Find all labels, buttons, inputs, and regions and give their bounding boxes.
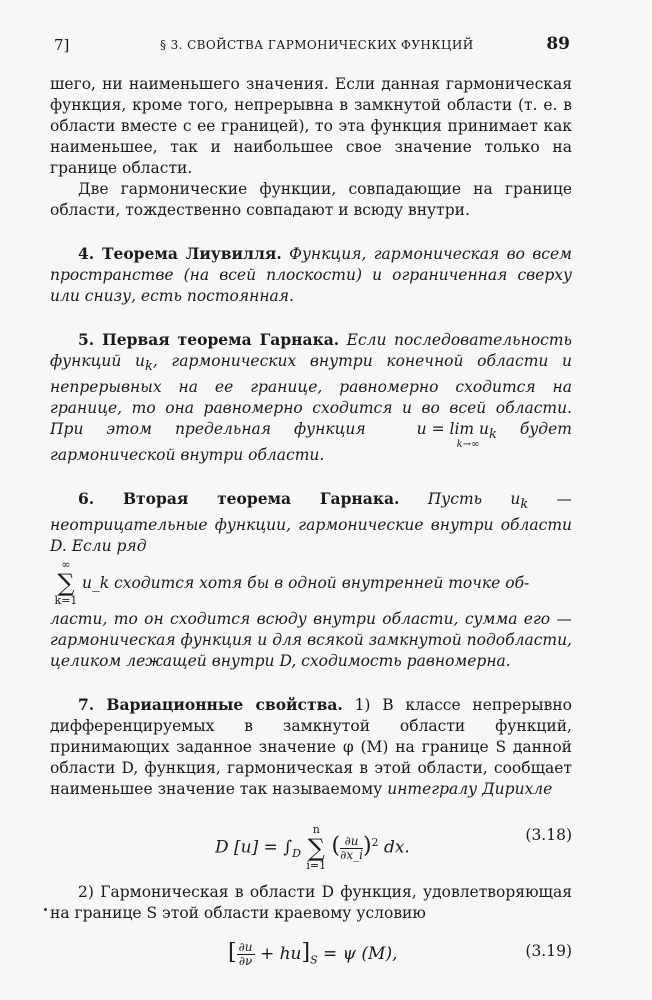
normal-derivative bbox=[237, 941, 255, 968]
dirichlet-integral: интегралу Дирихле bbox=[387, 780, 553, 799]
sum-sigma: ∑ bbox=[57, 569, 75, 598]
formula-3-18 bbox=[50, 810, 572, 872]
series-text: u_k сходится хотя бы в одной внутренней точке об- bbox=[82, 573, 530, 592]
theorem-6-body-3: ласти, то он сходится всюду внутри области, сумма его — гармоническая функция и для всякой замкнутой подобласти, целиком лежащей внутри D, сходимость равномерна. bbox=[50, 610, 572, 671]
formula-3-19 bbox=[50, 930, 572, 978]
fraction-numerator: ∂u bbox=[340, 835, 363, 849]
theorem-4-head: 4. Теорема Лиувилля. bbox=[78, 244, 282, 263]
formula-3-19-expression: [ $\frac{\partial u}{\partial\nu}$ + $hu]_S = \psi$ (M), bbox=[228, 940, 398, 969]
series-line bbox=[50, 559, 572, 607]
equation-number-3-19: (3.19) bbox=[525, 942, 572, 961]
theorem-5-uk bbox=[135, 352, 153, 375]
u-symbol-6: u bbox=[510, 490, 521, 509]
power: 2 bbox=[371, 836, 379, 850]
robin-term: + hu bbox=[259, 944, 302, 965]
k-subscript-6: k bbox=[520, 497, 529, 513]
theorem-6-body-1: Пусть bbox=[427, 490, 483, 509]
intro-paragraph-1: шего, ни наименьшего значения. Если данная гармоническая функция, кроме того, непрерывна в замкнутой области (т. е. в области вместе с ее границей), то эта функция принимает как наименьшее, так и наибольшее свое значение только на границе области. bbox=[50, 75, 572, 177]
page bbox=[50, 30, 572, 984]
fraction-denominator: ∂x_i bbox=[340, 847, 363, 862]
integral-domain: D bbox=[292, 847, 301, 861]
boundary-subscript: S bbox=[310, 953, 318, 967]
theorem-6-uk bbox=[510, 490, 529, 513]
normal-numerator: ∂u bbox=[238, 940, 253, 955]
limit-subscript: k→∞ bbox=[456, 439, 480, 451]
page-number: 89 bbox=[546, 34, 570, 54]
intro-paragraph-2: Две гармонические функции, совпадающие на границе области, тождественно совпадают и всюду внутри. bbox=[50, 180, 572, 219]
stray-dot bbox=[44, 908, 47, 911]
theorem-5 bbox=[50, 329, 572, 466]
limit-text: u = lim u bbox=[416, 420, 490, 439]
dirichlet-lhs: D [u] = ∫ bbox=[215, 837, 293, 858]
sum-symbol bbox=[50, 559, 82, 607]
theorem-5-body-2: , гармонических внутри конечной области и непрерывных на ее границе, равномерно сходится на границе, то она равномерно сходится и во всей области. При этом предельная функция bbox=[50, 352, 572, 439]
formula-3-18-expression: D $[u] = \int_D$ n ∑ i=1 ( $\frac{\partial u}{\partial x\_i}$ )$^2$ dx. bbox=[215, 823, 410, 873]
formula-tail: dx. bbox=[383, 837, 410, 858]
theorem-6-body-2: — неотрицательные функции, гармонические внутри области D. Если ряд bbox=[50, 490, 572, 556]
theorem-4-body: Функция, гармоническая во всем пространстве (на всей плоскости) и ограниченная сверху или снизу, есть постоянная. bbox=[50, 245, 572, 305]
theorem-4 bbox=[50, 243, 572, 307]
partial-fraction bbox=[340, 835, 363, 862]
section-7-head: 7. Вариационные свойства. bbox=[78, 695, 343, 715]
chapter-mark: 7] bbox=[54, 36, 70, 54]
section-7 bbox=[50, 694, 572, 800]
running-header bbox=[50, 30, 572, 56]
limit-expression bbox=[389, 419, 497, 451]
limit-k: k bbox=[489, 427, 497, 443]
theorem-5-body-3: будет гармонической внутри области. bbox=[50, 420, 572, 465]
sum-top: ∞ bbox=[61, 558, 71, 572]
section-7-body-2: 2) Гармоническая в области D функция, удовлетворяющая на границе S этой области краевому условию bbox=[50, 883, 572, 923]
sum-bottom: k=1 bbox=[54, 594, 78, 608]
theorem-5-head: 5. Первая теорема Гарнака. bbox=[78, 330, 340, 349]
normal-denominator: ∂ν bbox=[238, 954, 253, 969]
formula-sum bbox=[306, 824, 326, 872]
formula-sum-top: n bbox=[312, 823, 320, 837]
formula-sum-sigma: ∑ bbox=[307, 834, 325, 863]
formula-sum-bottom: i=1 bbox=[306, 859, 327, 873]
section-7-body-1: 1) В классе непрерывно дифференцируемых в замкнутой области функций, принимающих заданное значение φ (M) на границе S данной области D, функция, гармоническая в этой области, сообщает наименьшее значение так называемому bbox=[50, 696, 572, 799]
boundary-rhs: = ψ (M), bbox=[323, 944, 398, 965]
theorem-6 bbox=[50, 488, 572, 557]
u-symbol: u bbox=[135, 352, 145, 370]
equation-number-3-18: (3.18) bbox=[525, 826, 572, 845]
k-subscript: k bbox=[145, 359, 153, 375]
section-title: § 3. СВОЙСТВА ГАРМОНИЧЕСКИХ ФУНКЦИЙ bbox=[160, 38, 474, 52]
theorem-5-body-1: Если последовательность функций bbox=[50, 331, 572, 370]
theorem-6-head: 6. Вторая теорема Гарнака. bbox=[78, 489, 400, 509]
